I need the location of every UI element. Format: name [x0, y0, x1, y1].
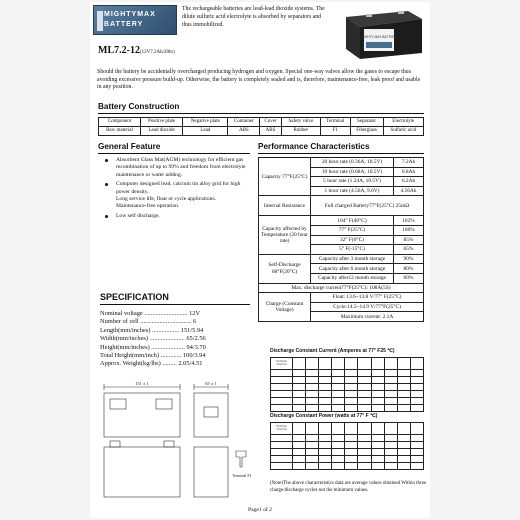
- feature-list: [98, 157, 248, 220]
- temp-value-label: 5° F(-15°C): [311, 245, 394, 255]
- construction-cell: Lead: [183, 127, 228, 136]
- spec-line: Number of cell ................................ 6: [100, 318, 197, 326]
- construction-cell: ABS: [228, 127, 260, 136]
- spec-line: Total Height(mm/inch) ............. 100/3.94: [100, 352, 206, 360]
- temp-value-label: 104° F(40°C): [311, 216, 394, 226]
- performance-rule: [258, 153, 424, 154]
- logo-text: MIGHTYMAX BATTERY: [104, 11, 156, 28]
- max-discharge: Max. discharge current77°F(25°C): 108A(5S): [259, 283, 424, 293]
- dim-length-label: 151 ± 1: [135, 381, 149, 386]
- capacity-rate: 10 hour rate (0.68A, 10.5V): [311, 167, 394, 177]
- current-row: [271, 384, 424, 391]
- spec-line: Nominal voltage ........................... 12V: [100, 310, 201, 317]
- temp-row: [259, 216, 424, 226]
- capacity-rate: 1 hour rate (4.56A, 9.6V): [311, 186, 394, 196]
- construction-cell: Rubber: [281, 127, 320, 136]
- note-text: (Note)The above characteristics data are average values obtained Within three charge/discharge cycles not the minimum values.: [270, 481, 427, 493]
- current-header-row: [271, 358, 424, 370]
- construction-cell: Container: [228, 118, 260, 127]
- temp-value-label: 77° F(25°C): [311, 225, 394, 235]
- construction-table: [98, 117, 424, 136]
- charge-value: Cycle:14.5~14.9 V/77°F(25°C): [311, 302, 424, 312]
- internal-value: Full charged Battery77°F(25°C) 25mΩ: [311, 196, 424, 216]
- temp-value: 102%: [394, 216, 424, 226]
- feature-item: Low self discharge.: [98, 213, 248, 220]
- warning-text: Should the battery be accidentally overcharged producing hydrogen and oxygen. Special one-way valves allow the gases to escape thus avoiding excessive pressure build-up. Otherwise, the battery is completely sealed and is, therefore, maintenance-free, leak proof and usable in any position.: [97, 69, 421, 91]
- spec-list: [100, 310, 260, 369]
- capacity-value: 7.2Ah: [394, 158, 424, 168]
- spec-line: Approx. Weight(kg/lbs) ......... 2.05/4.51: [100, 360, 203, 368]
- construction-cell: Positive plate: [140, 118, 182, 127]
- current-table-title: Discharge Constant Current (Amperes at 77° F25 ℃): [270, 348, 395, 354]
- construction-cell: Fiberglass: [350, 127, 383, 136]
- construction-cell: Separator: [350, 118, 383, 127]
- dimension-drawing: [100, 377, 260, 502]
- model-number: ML7.2-12: [98, 45, 140, 56]
- power-row: [271, 449, 424, 456]
- construction-header-row: [99, 118, 424, 127]
- spec-line: Width(mm/inches) ...................... 65/2.56: [100, 335, 206, 343]
- capacity-rate: 20 hour rate (0.36A, 10.5V): [311, 158, 394, 168]
- self-discharge-text: Capacity after12 month storage: [311, 273, 394, 283]
- temp-value: 100%: [394, 225, 424, 235]
- spec-title: SPECIFICATION: [100, 292, 169, 302]
- power-row: [271, 463, 424, 470]
- power-header-row: [271, 423, 424, 435]
- current-row: [271, 377, 424, 384]
- capacity-row: [259, 158, 424, 168]
- internal-label: Internal Resistance: [259, 196, 311, 216]
- feature-item: Absorbent Glass Mat(AGM) technology for efficient gas recombination of up to 99% and freedom from electrolyte maintenance or water adding.: [98, 157, 248, 179]
- construction-cell: Negative plate: [183, 118, 228, 127]
- power-row: [271, 435, 424, 442]
- general-rule: [98, 153, 250, 154]
- charge-value: Maximum current: 2.1A: [311, 312, 424, 322]
- current-row: [271, 391, 424, 398]
- temp-value: 65%: [394, 245, 424, 255]
- capacity-value: 6.2Ah: [394, 177, 424, 187]
- self-discharge-label: Self-Discharge 68°F(20°C): [259, 254, 311, 283]
- self-discharge-text: Capacity after 3 month storage: [311, 254, 394, 264]
- charge-label: Charge (Constant Voltage): [259, 293, 311, 322]
- construction-title: Battery Construction: [98, 102, 180, 111]
- power-row: [271, 456, 424, 463]
- construction-cell: Electrolyte: [383, 118, 423, 127]
- power-corner-cell: End Point Volts/Cell: [271, 423, 293, 435]
- construction-cell: Terminal: [320, 118, 350, 127]
- self-discharge-value: 60%: [394, 273, 424, 283]
- self-discharge-text: Capacity after 6 month storage: [311, 264, 394, 274]
- construction-cell: Cover: [260, 118, 281, 127]
- current-table: [270, 357, 424, 412]
- feature-item: Maintenance-free operation.: [116, 203, 180, 210]
- capacity-label: Capacity 77°F(25°C): [259, 158, 311, 196]
- performance-table: [258, 157, 424, 322]
- terminal-label: Terminal F1: [232, 473, 252, 478]
- capacity-value: 4.56Ah: [394, 186, 424, 196]
- construction-cell: ABS: [260, 127, 281, 136]
- performance-title: Performance Characteristics: [258, 142, 370, 151]
- battery-icon: [336, 5, 426, 59]
- construction-value-row: [99, 127, 424, 136]
- charge-value: Float: 13.6~13.8 V/77° F(25°C): [311, 293, 424, 303]
- battery-label: MIGHTY MAX BATTERY: [361, 35, 397, 39]
- construction-cell: Safety valve: [281, 118, 320, 127]
- charge-row: [259, 293, 424, 303]
- model-sub: (12V7.2Ah/20hr): [139, 50, 175, 55]
- capacity-rate: 5 hour rate (1.24A, 10.5V): [311, 177, 394, 187]
- dim-width-label: 65 ± 1: [205, 381, 217, 386]
- spec-line: Height(mm/inches) ..................... 94/3.70: [100, 343, 206, 351]
- power-table-title: Discharge Constant Power (watts at 77° F ℃): [270, 413, 378, 419]
- self-discharge-value: 80%: [394, 264, 424, 274]
- current-row: [271, 370, 424, 377]
- model-name: [98, 45, 175, 57]
- feature-item: Long service life, float or cycle applications.: [116, 196, 217, 203]
- general-title: General Feature: [98, 142, 161, 151]
- intro-text: The rechargeable batteries are lead-lead dioxide systems. The dilute sulfuric acid electrolyte is absorbed by separators and thus immobilized.: [182, 6, 325, 28]
- current-corner-cell: End Point Volts/Cell: [271, 358, 293, 370]
- max-discharge-row: [259, 283, 424, 293]
- current-row: [271, 398, 424, 405]
- self-discharge-value: 90%: [394, 254, 424, 264]
- self-discharge-row: [259, 254, 424, 264]
- construction-cell: Lead dioxide: [140, 127, 182, 136]
- construction-cell: Raw material: [99, 127, 141, 136]
- feature-item: Computer designed lead, calcium tin alloy grid for high power density.: [98, 181, 248, 196]
- construction-cell: Sulfuric acid: [383, 127, 423, 136]
- temp-label: Capacity affected by Temperature (20 hour rate): [259, 216, 311, 254]
- page-footer: Page1 of 2: [248, 507, 272, 513]
- internal-row: [259, 196, 424, 216]
- construction-cell: Component: [99, 118, 141, 127]
- capacity-value: 6.8Ah: [394, 167, 424, 177]
- brand-logo: [93, 5, 177, 35]
- temp-value: 85%: [394, 235, 424, 245]
- power-row: [271, 442, 424, 449]
- logo-bar-icon: [97, 11, 103, 31]
- spec-rule: [100, 304, 250, 305]
- construction-cell: F1: [320, 127, 350, 136]
- spec-line: Length(mm/inches) ................. 151/5.94: [100, 326, 204, 334]
- current-row: [271, 405, 424, 412]
- construction-rule: [98, 113, 424, 114]
- temp-value-label: 32° F(0°C): [311, 235, 394, 245]
- power-table: [270, 422, 424, 470]
- spec-sheet: [90, 2, 430, 518]
